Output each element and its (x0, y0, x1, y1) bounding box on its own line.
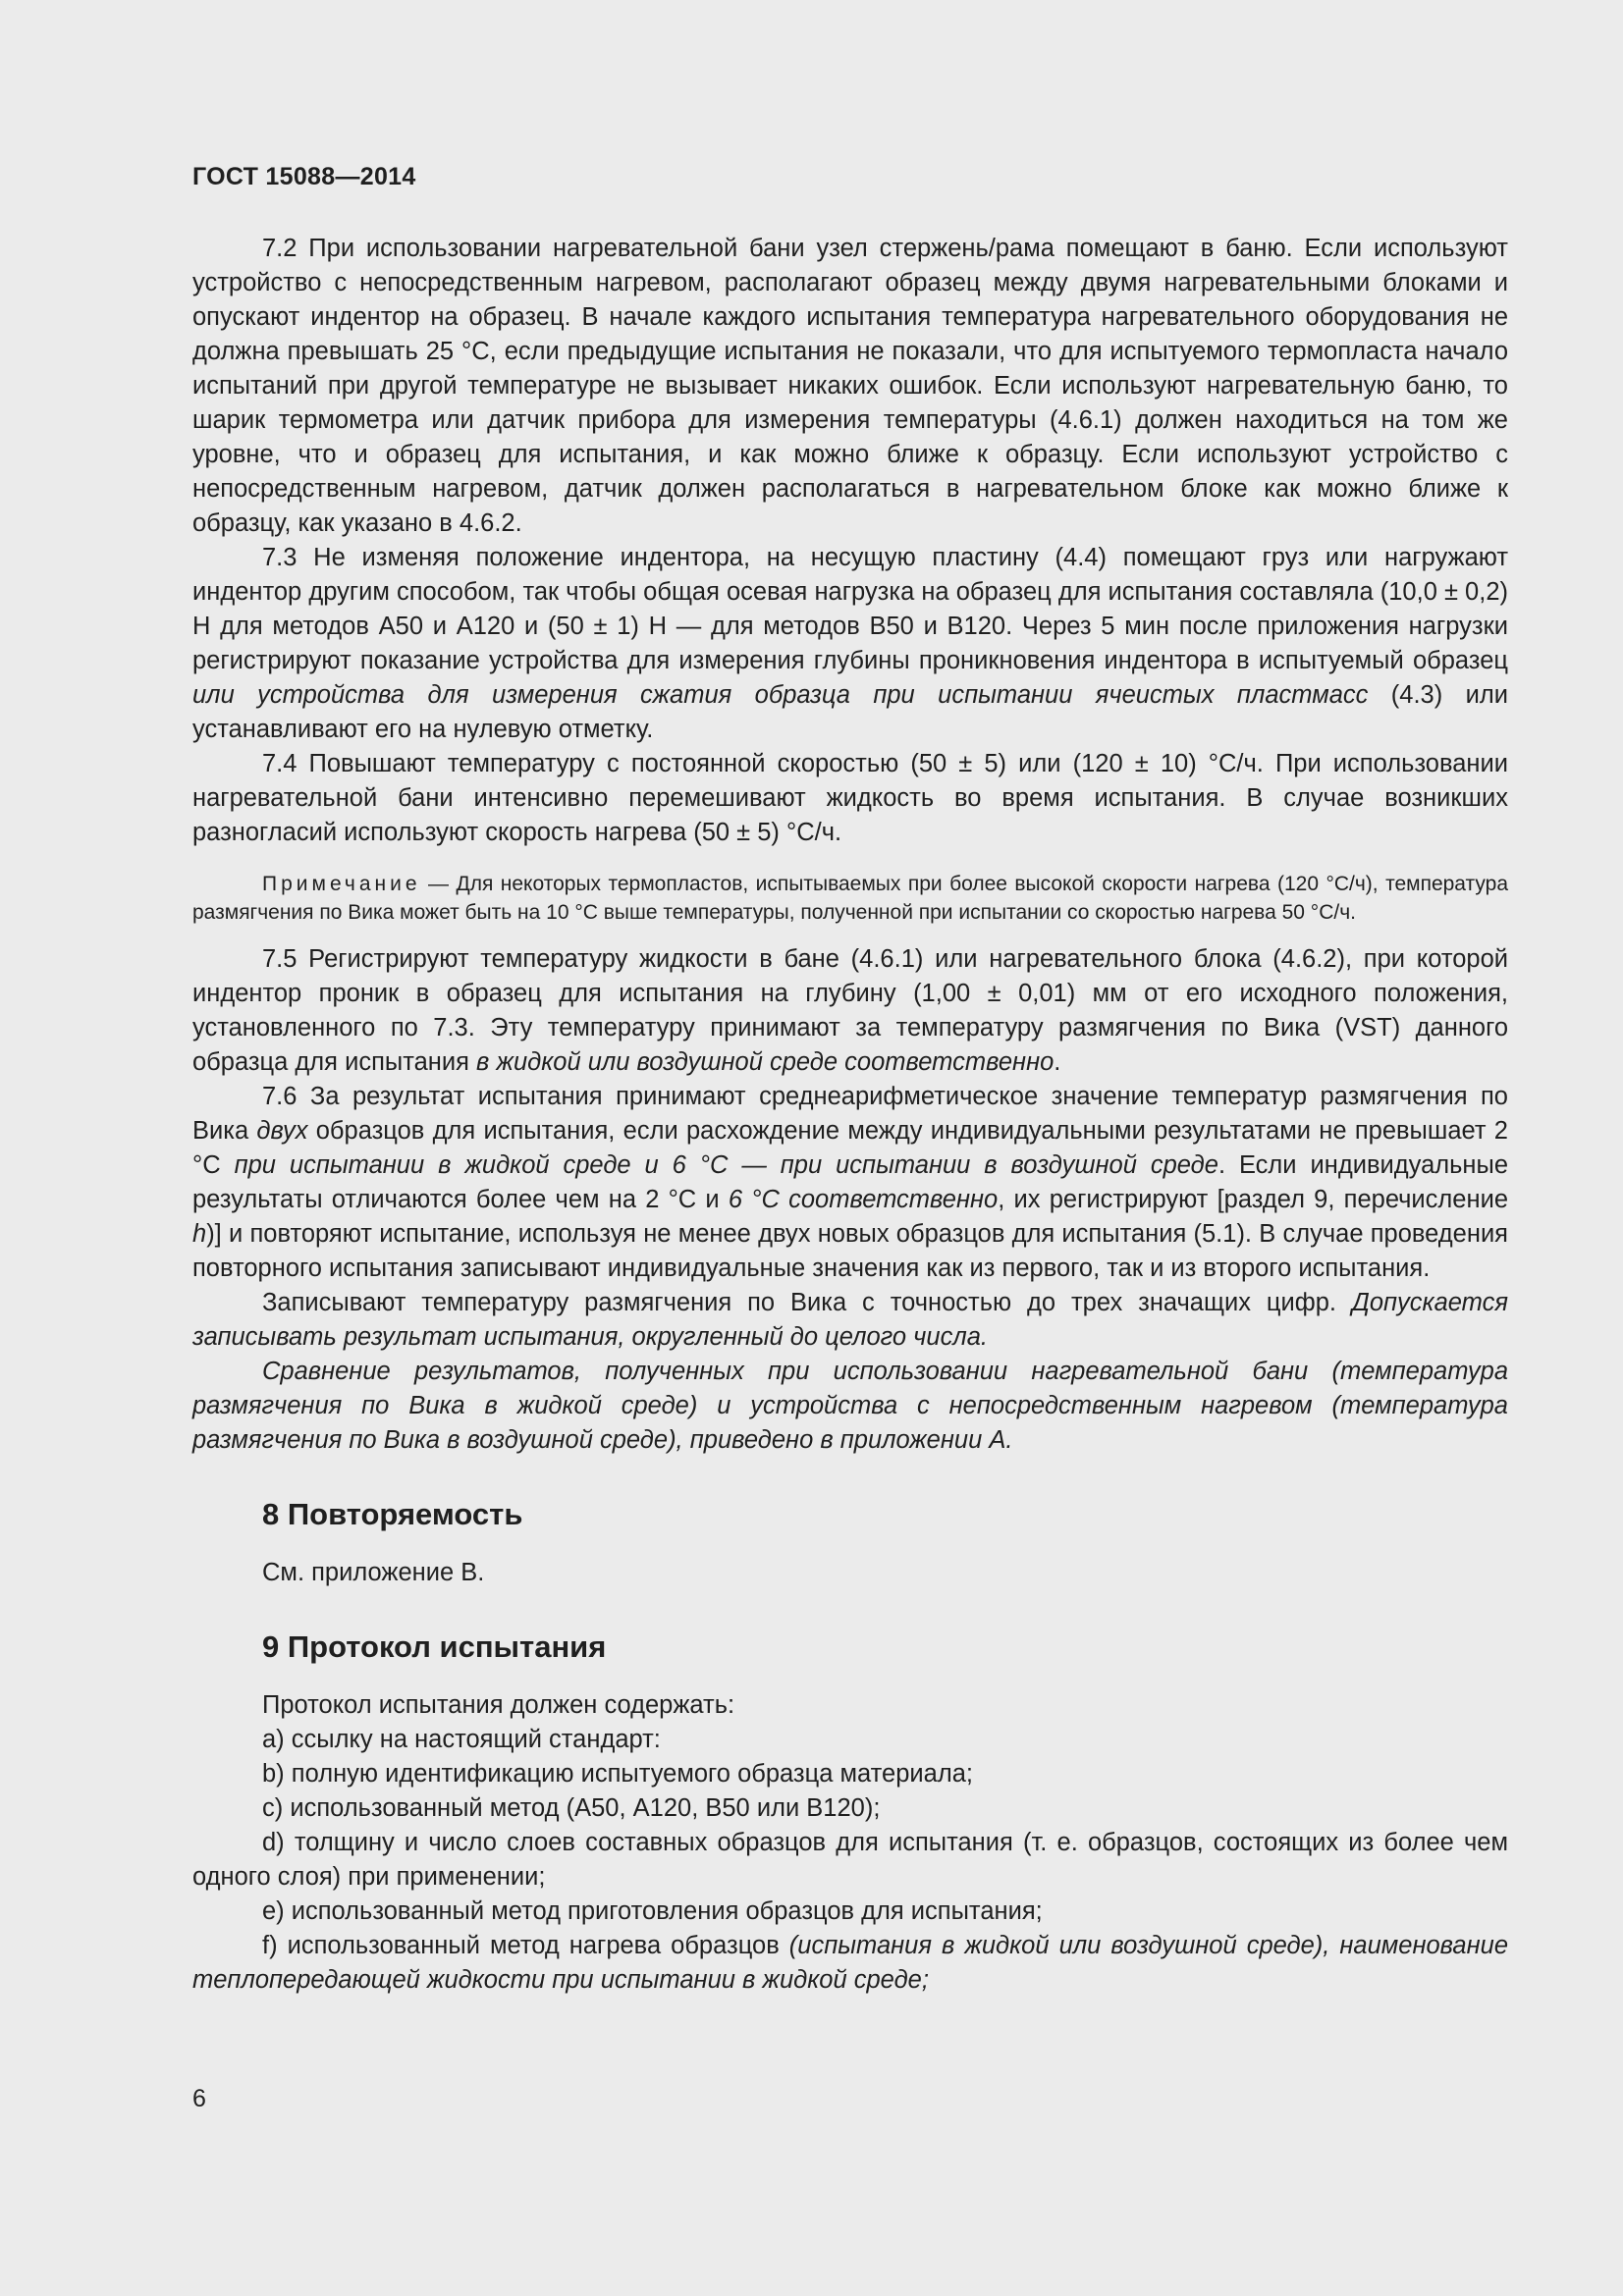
page-number: 6 (192, 2085, 206, 2112)
clause-7-6-e: . Если индивидуальные результаты отличаются более чем на 2 °С и (192, 1151, 1509, 1213)
clause-7-5 (192, 942, 1508, 1080)
list-item-b: b) полную идентификацию испытуемого образца материала; (262, 1760, 973, 1788)
list-item-c: с) использованный метод (А50, А120, В50 или В120); (262, 1794, 881, 1822)
comparison-paragraph: Сравнение результатов, полученных при использовании нагревательной бани (температура размягчения по Вика в жидкой среде) и устройства с непосредственным нагревом (температура размягчения по Вика в воздушной среде), приведено в приложении А. (192, 1358, 1508, 1454)
clause-7-6-h: h (192, 1220, 207, 1248)
list-item-a: а) ссылку на настоящий стандарт: (262, 1726, 661, 1753)
document-body (192, 232, 1508, 1998)
section-9-title: 9 Протокол испытания (262, 1629, 607, 1664)
list-item-f (192, 1929, 1508, 1998)
record-text: Записывают температуру размягчения по Вика с точностью до трех значащих цифр. (262, 1289, 1352, 1316)
clause-7-4: 7.4 Повышают температуру с постоянной скоростью (50 ± 5) или (120 ± 10) °С/ч. При использовании нагревательной бани интенсивно перемешивают жидкость во время испытания. В случае возникших разногласий используют скорость нагрева (50 ± 5) °С/ч. (192, 750, 1508, 846)
clause-7-3 (192, 541, 1508, 747)
clause-7-3-end: (4.3) или устанавливают его на нулевую отметку. (192, 681, 1508, 743)
clause-7-3-italic: или устройства для измерения сжатия образца при испытании ячеистых пластмасс (192, 681, 1369, 709)
clause-7-2: 7.2 При использовании нагревательной бани узел стержень/рама помещают в баню. Если используют устройство с непосредственным нагревом, располагают образец между двумя нагревательными блоками и опускают индентор на образец. В начале каждого испытания температура нагревательного оборудования не должна превышать 25 °С, если предыдущие испытания не показали, что для испытуемого термопласта начало испытаний при другой температуре не вызывает никаких ошибок. Если используют нагревательную баню, то шарик термометра или датчик прибора для измерения температуры (4.6.1) должен находиться на том же уровне, что и образец для испытания, и как можно ближе к образцу. Если используют устройство с непосредственным нагревом, датчик должен располагаться в нагревательном блоке как можно ближе к образцу, как указано в 4.6.2. (192, 235, 1508, 537)
clause-7-6-d: при испытании в жидкой среде и 6 °С — при испытании в воздушной среде (234, 1151, 1218, 1179)
clause-7-6-a: 7.6 За результат испытания принимают среднеарифметическое значение температур размягчения по Вика (192, 1083, 1508, 1145)
clause-7-6-g: , их регистрируют [раздел 9, перечисление (998, 1186, 1508, 1213)
clause-7-5-end: . (1054, 1048, 1061, 1076)
section-8-title: 8 Повторяемость (262, 1497, 523, 1531)
note (192, 870, 1508, 927)
list-item-e: е) использованный метод приготовления образцов для испытания; (262, 1897, 1043, 1925)
section-9-intro: Протокол испытания должен содержать: (262, 1691, 735, 1719)
record-paragraph (192, 1286, 1508, 1355)
note-text: — Для некоторых термопластов, испытываемых при более высокой скорости нагрева (120 °С/ч), температура размягчения по Вика может быть на 10 °С выше температуры, полученной при испытании со скоростью нагрева 50 °С/ч. (192, 873, 1508, 924)
clause-7-6-i: )] и повторяют испытание, используя не менее двух новых образцов для испытания (5.1). В случае проведения повторного испытания записывают индивидуальные значения как из первого, так и из второго испытания. (192, 1220, 1508, 1282)
clause-7-6-f: 6 °С соответственно (728, 1186, 999, 1213)
record-italic: Допускается записывать результат испытания, округленный до целого числа. (192, 1289, 1508, 1351)
clause-7-6-b: двух (256, 1117, 308, 1145)
clause-7-3-text: 7.3 Не изменяя положение индентора, на несущую пластину (4.4) помещают груз или нагружают индентор другим способом, так чтобы общая осевая нагрузка на образец для испытания составляла (10,0 ± 0,2) Н для методов А50 и А120 и (50 ± 1) Н — для методов В50 и В120. Через 5 мин после приложения нагрузки регистрируют показание устройства для измерения глубины проникновения индентора в испытуемый образец (192, 544, 1508, 674)
clause-7-6 (192, 1080, 1508, 1286)
clause-7-6-c: образцов для испытания, если расхождение между индивидуальными результатами не превышает 2 °С (192, 1117, 1508, 1179)
list-item-d: d) толщину и число слоев составных образцов для испытания (т. е. образцов, состоящих из более чем одного слоя) при применении; (192, 1829, 1508, 1891)
list-item-f-italic: (испытания в жидкой или воздушной среде), наименование теплопередающей жидкости при испытании в жидкой среде; (192, 1932, 1508, 1994)
note-label: Примечание (262, 873, 421, 895)
document-header: ГОСТ 15088—2014 (192, 163, 416, 190)
section-8-text: См. приложение В. (262, 1559, 485, 1586)
list-item-f-text: f) использованный метод нагрева образцов (262, 1932, 789, 1959)
clause-7-5-text: 7.5 Регистрируют температуру жидкости в бане (4.6.1) или нагревательного блока (4.6.2), при которой индентор проник в образец для испытания на глубину (1,00 ± 0,01) мм от его исходного положения, установленного по 7.3. Эту температуру принимают за температуру размягчения по Вика (VST) данного образца для испытания (192, 945, 1508, 1076)
clause-7-5-italic: в жидкой или воздушной среде соответственно (476, 1048, 1055, 1076)
